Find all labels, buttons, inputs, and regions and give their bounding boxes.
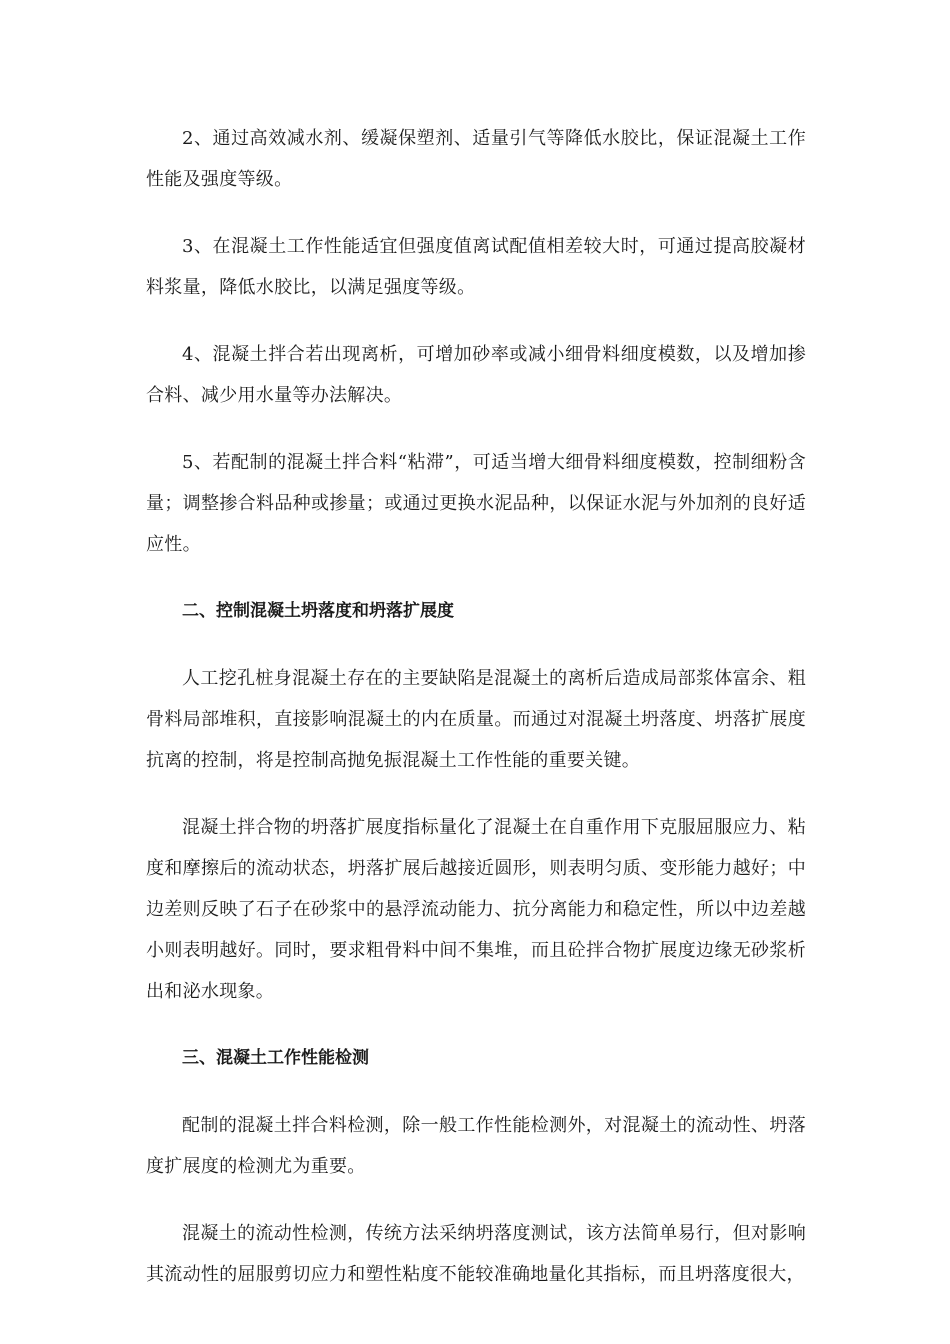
document-page — [146, 118, 806, 1321]
section-heading-3: 三、混凝土工作性能检测 — [182, 1048, 369, 1068]
paragraph-slump-flow: 混凝土拌合物的坍落扩展度指标量化了混凝土在自重作用下克服屈服应力、粘度和摩擦后的流动状态，坍落扩展后越接近圆形，则表明匀质、变形能力越好；中边差则反映了石子在砂浆中的悬浮流动能力、抗分离能力和稳定性，所以中边差越小则表明越好。同时，要求粗骨料中间不集堆，而且砼拌合物扩展度边缘无砂浆析出和泌水现象。 — [146, 817, 806, 1002]
section-heading-2: 二、控制混凝土坍落度和坍落扩展度 — [182, 601, 454, 621]
paragraph-fluidity-test: 混凝土的流动性检测，传统方法采纳坍落度测试，该方法简单易行，但对影响其流动性的屈服剪切应力和塑性粘度不能较准确地量化其指标，而且坍落度很大， — [146, 1223, 806, 1285]
paragraph-defects: 人工挖孔桩身混凝土存在的主要缺陷是混凝土的离析后造成局部浆体富余、粗骨料局部堆积，直接影响混凝土的内在质量。而通过对混凝土坍落度、坍落扩展度抗离的控制，将是控制高抛免振混凝土工作性能的重要关键。 — [146, 668, 806, 771]
paragraph-item-4: 4、混凝土拌合若出现离析，可增加砂率或减小细骨料细度模数，以及增加掺合料、减少用水量等办法解决。 — [146, 344, 806, 406]
paragraph-item-3: 3、在混凝土工作性能适宜但强度值离试配值相差较大时，可通过提高胶凝材料浆量，降低水胶比，以满足强度等级。 — [146, 236, 806, 298]
paragraph-testing: 配制的混凝土拌合料检测，除一般工作性能检测外，对混凝土的流动性、坍落度扩展度的检测尤为重要。 — [146, 1115, 806, 1177]
paragraph-item-2: 2、通过高效减水剂、缓凝保塑剂、适量引气等降低水胶比，保证混凝土工作性能及强度等级。 — [146, 128, 806, 190]
paragraph-item-5: 5、若配制的混凝土拌合料“粘滞”，可适当增大细骨料细度模数，控制细粉含量；调整掺合料品种或掺量；或通过更换水泥品种，以保证水泥与外加剂的良好适应性。 — [146, 452, 806, 555]
